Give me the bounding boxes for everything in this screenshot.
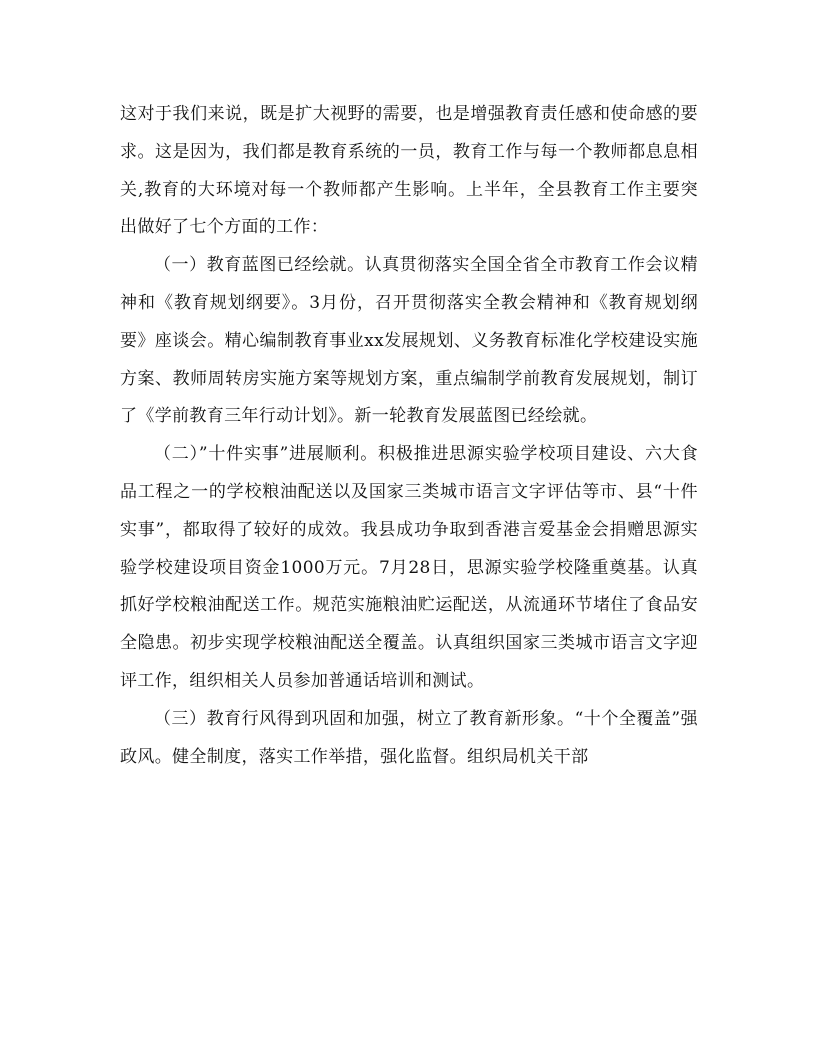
paragraph-section-3: （三）教育行风得到巩固和加强，树立了教育新形象。“十个全覆盖”强政风。健全制度，落实工作举措，强化监督。组织局机关干部 xyxy=(120,708,698,767)
body-text xyxy=(120,96,698,776)
paragraph-section-2: （二）”十件实事”进展顺利。积极推进思源实验学校项目建设、六大食品工程之一的学校粮油配送以及国家三类城市语言文字评估等市、县“十件实事”，都取得了较好的成效。我县成功争取到香港言爱基金会捐赠思源实验学校建设项目资金1000万元。7月28日，思源实验学校隆重奠基。认真抓好学校粮油配送工作。规范实施粮油贮运配送，从流通环节堵住了食品安全隐患。初步实现学校粮油配送全覆盖。认真组织国家三类城市语言文字迎评工作，组织相关人员参加普通话培训和测试。 xyxy=(120,444,698,691)
paragraph-section-1: （一）教育蓝图已经绘就。认真贯彻落实全国全省全市教育工作会议精神和《教育规划纲要》。3月份，召开贯彻落实全教会精神和《教育规划纲要》座谈会。精心编制教育事业xx发展规划、义务教育标准化学校建设实施方案、教师周转房实施方案等规划方案，重点编制学前教育发展规划，制订了《学前教育三年行动计划》。新一轮教育发展蓝图已经绘就。 xyxy=(120,255,698,427)
paragraph-intro: 这对于我们来说，既是扩大视野的需要，也是增强教育责任感和使命感的要求。这是因为，我们都是教育系统的一员，教育工作与每一个教师都息息相关,教育的大环境对每一个教师都产生影响。上半年，全县教育工作主要突出做好了七个方面的工作： xyxy=(120,104,698,238)
